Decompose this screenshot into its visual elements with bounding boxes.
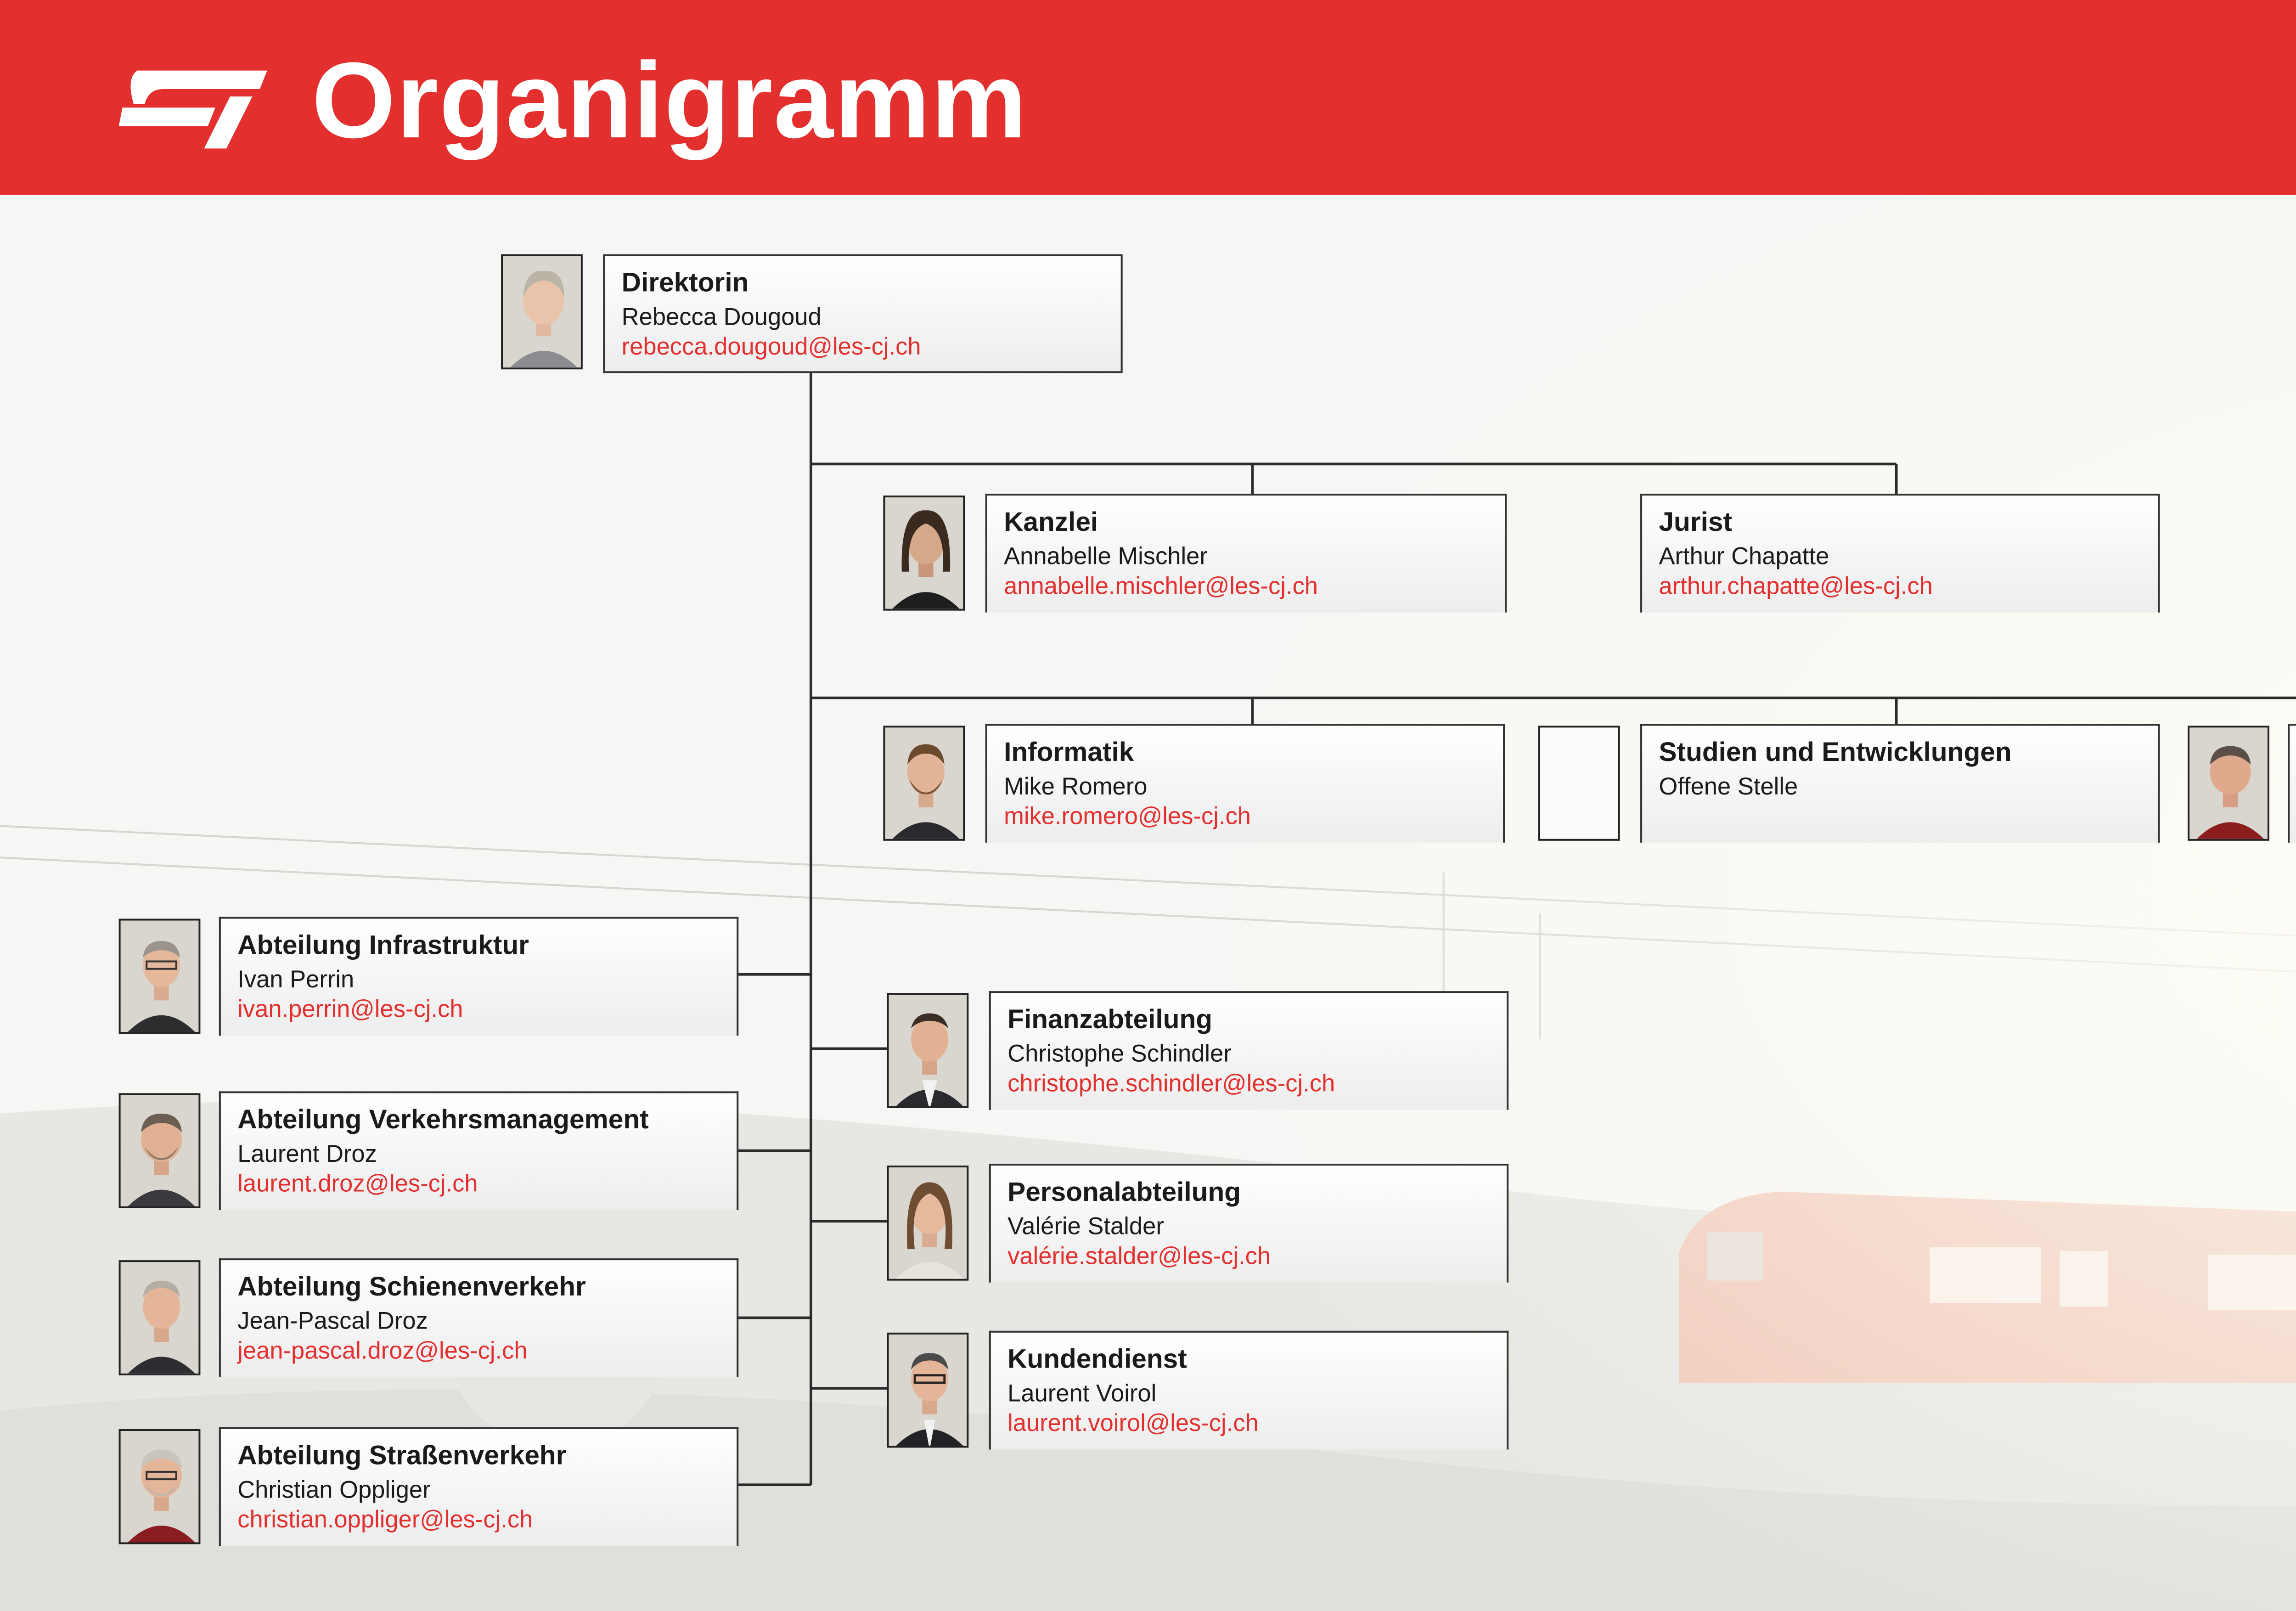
person-name: Ivan Perrin (237, 965, 355, 993)
person-name: Offene Stelle (1659, 772, 1798, 800)
role-label: Direktorin (621, 269, 749, 299)
person-name: Christophe Schindler (1007, 1039, 1232, 1067)
staff-photo-kanzlei (883, 496, 965, 611)
service-photo-kundendienst (887, 1333, 969, 1448)
email-link[interactable]: mike.romero@les-cj.ch (1004, 801, 1251, 830)
email-link[interactable]: ivan.perrin@les-cj.ch (237, 995, 463, 1023)
role-label: Abteilung Straßenverkehr (237, 1442, 567, 1472)
staff-photo-sicherheit (2188, 726, 2269, 841)
email-link[interactable]: laurent.voirol@les-cj.ch (1007, 1408, 1259, 1437)
role-label: Kundendienst (1007, 1346, 1187, 1375)
role-label: Finanzabteilung (1007, 1006, 1213, 1036)
role-label: Studien und Entwicklungen (1659, 738, 2012, 769)
person-name: Laurent Voirol (1007, 1379, 1157, 1407)
org-box-strassenverkehr (219, 1427, 738, 1546)
org-box-studien (1640, 724, 2160, 843)
person-name: Mike Romero (1004, 772, 1148, 800)
person-name: Valérie Stalder (1007, 1212, 1164, 1240)
email-link[interactable]: annabelle.mischler@les-cj.ch (1004, 571, 1318, 600)
email-link[interactable]: arthur.chapatte@les-cj.ch (1659, 571, 1933, 600)
org-box-sicherheit (2288, 724, 2296, 843)
role-label: Abteilung Schienenverkehr (237, 1273, 586, 1303)
person-name: Christian Oppliger (237, 1475, 431, 1504)
org-box-infrastruktur (219, 917, 738, 1036)
person-name: Rebecca Dougoud (621, 302, 822, 331)
org-box-informatik (985, 724, 1505, 843)
person-name: Annabelle Mischler (1004, 542, 1208, 570)
department-photo-verkehrsmanagement (119, 1093, 201, 1208)
role-label: Personalabteilung (1007, 1178, 1241, 1209)
email-link[interactable]: christophe.schindler@les-cj.ch (1007, 1069, 1335, 1097)
staff-photo-informatik (883, 726, 965, 841)
role-label: Informatik (1004, 738, 1134, 769)
director-photo (501, 254, 583, 370)
email-link[interactable]: valérie.stalder@les-cj.ch (1007, 1241, 1271, 1270)
role-label: Jurist (1659, 508, 1733, 539)
org-box-jurist (1640, 494, 2160, 613)
person-name: Jean-Pascal Droz (237, 1307, 428, 1335)
org-box-verkehrsmanagement (219, 1091, 738, 1210)
service-photo-finanz (887, 993, 969, 1108)
org-box-director (603, 254, 1122, 373)
department-photo-strassenverkehr (119, 1429, 201, 1544)
role-label: Abteilung Infrastruktur (237, 931, 529, 962)
email-link[interactable]: laurent.droz@les-cj.ch (237, 1169, 478, 1197)
department-photo-infrastruktur (119, 919, 201, 1034)
org-box-kundendienst (989, 1331, 1508, 1450)
empty-photo-placeholder (1538, 726, 1620, 841)
org-box-finanz (989, 991, 1508, 1110)
org-box-kanzlei (985, 494, 1507, 613)
role-label: Kanzlei (1004, 508, 1098, 539)
person-name: Arthur Chapatte (1659, 542, 1829, 570)
page-title: Organigramm (311, 40, 1028, 162)
department-photo-schienenverkehr (119, 1260, 201, 1375)
email-link[interactable]: christian.oppliger@les-cj.ch (237, 1505, 533, 1533)
person-name: Laurent Droz (237, 1139, 377, 1168)
service-photo-personal (887, 1166, 969, 1281)
role-label: Abteilung Verkehrsmanagement (237, 1106, 649, 1136)
org-box-personal (989, 1164, 1508, 1283)
org-box-schienenverkehr (219, 1258, 738, 1377)
email-link[interactable]: jean-pascal.droz@les-cj.ch (237, 1336, 528, 1364)
email-link[interactable]: rebecca.dougoud@les-cj.ch (621, 332, 921, 361)
